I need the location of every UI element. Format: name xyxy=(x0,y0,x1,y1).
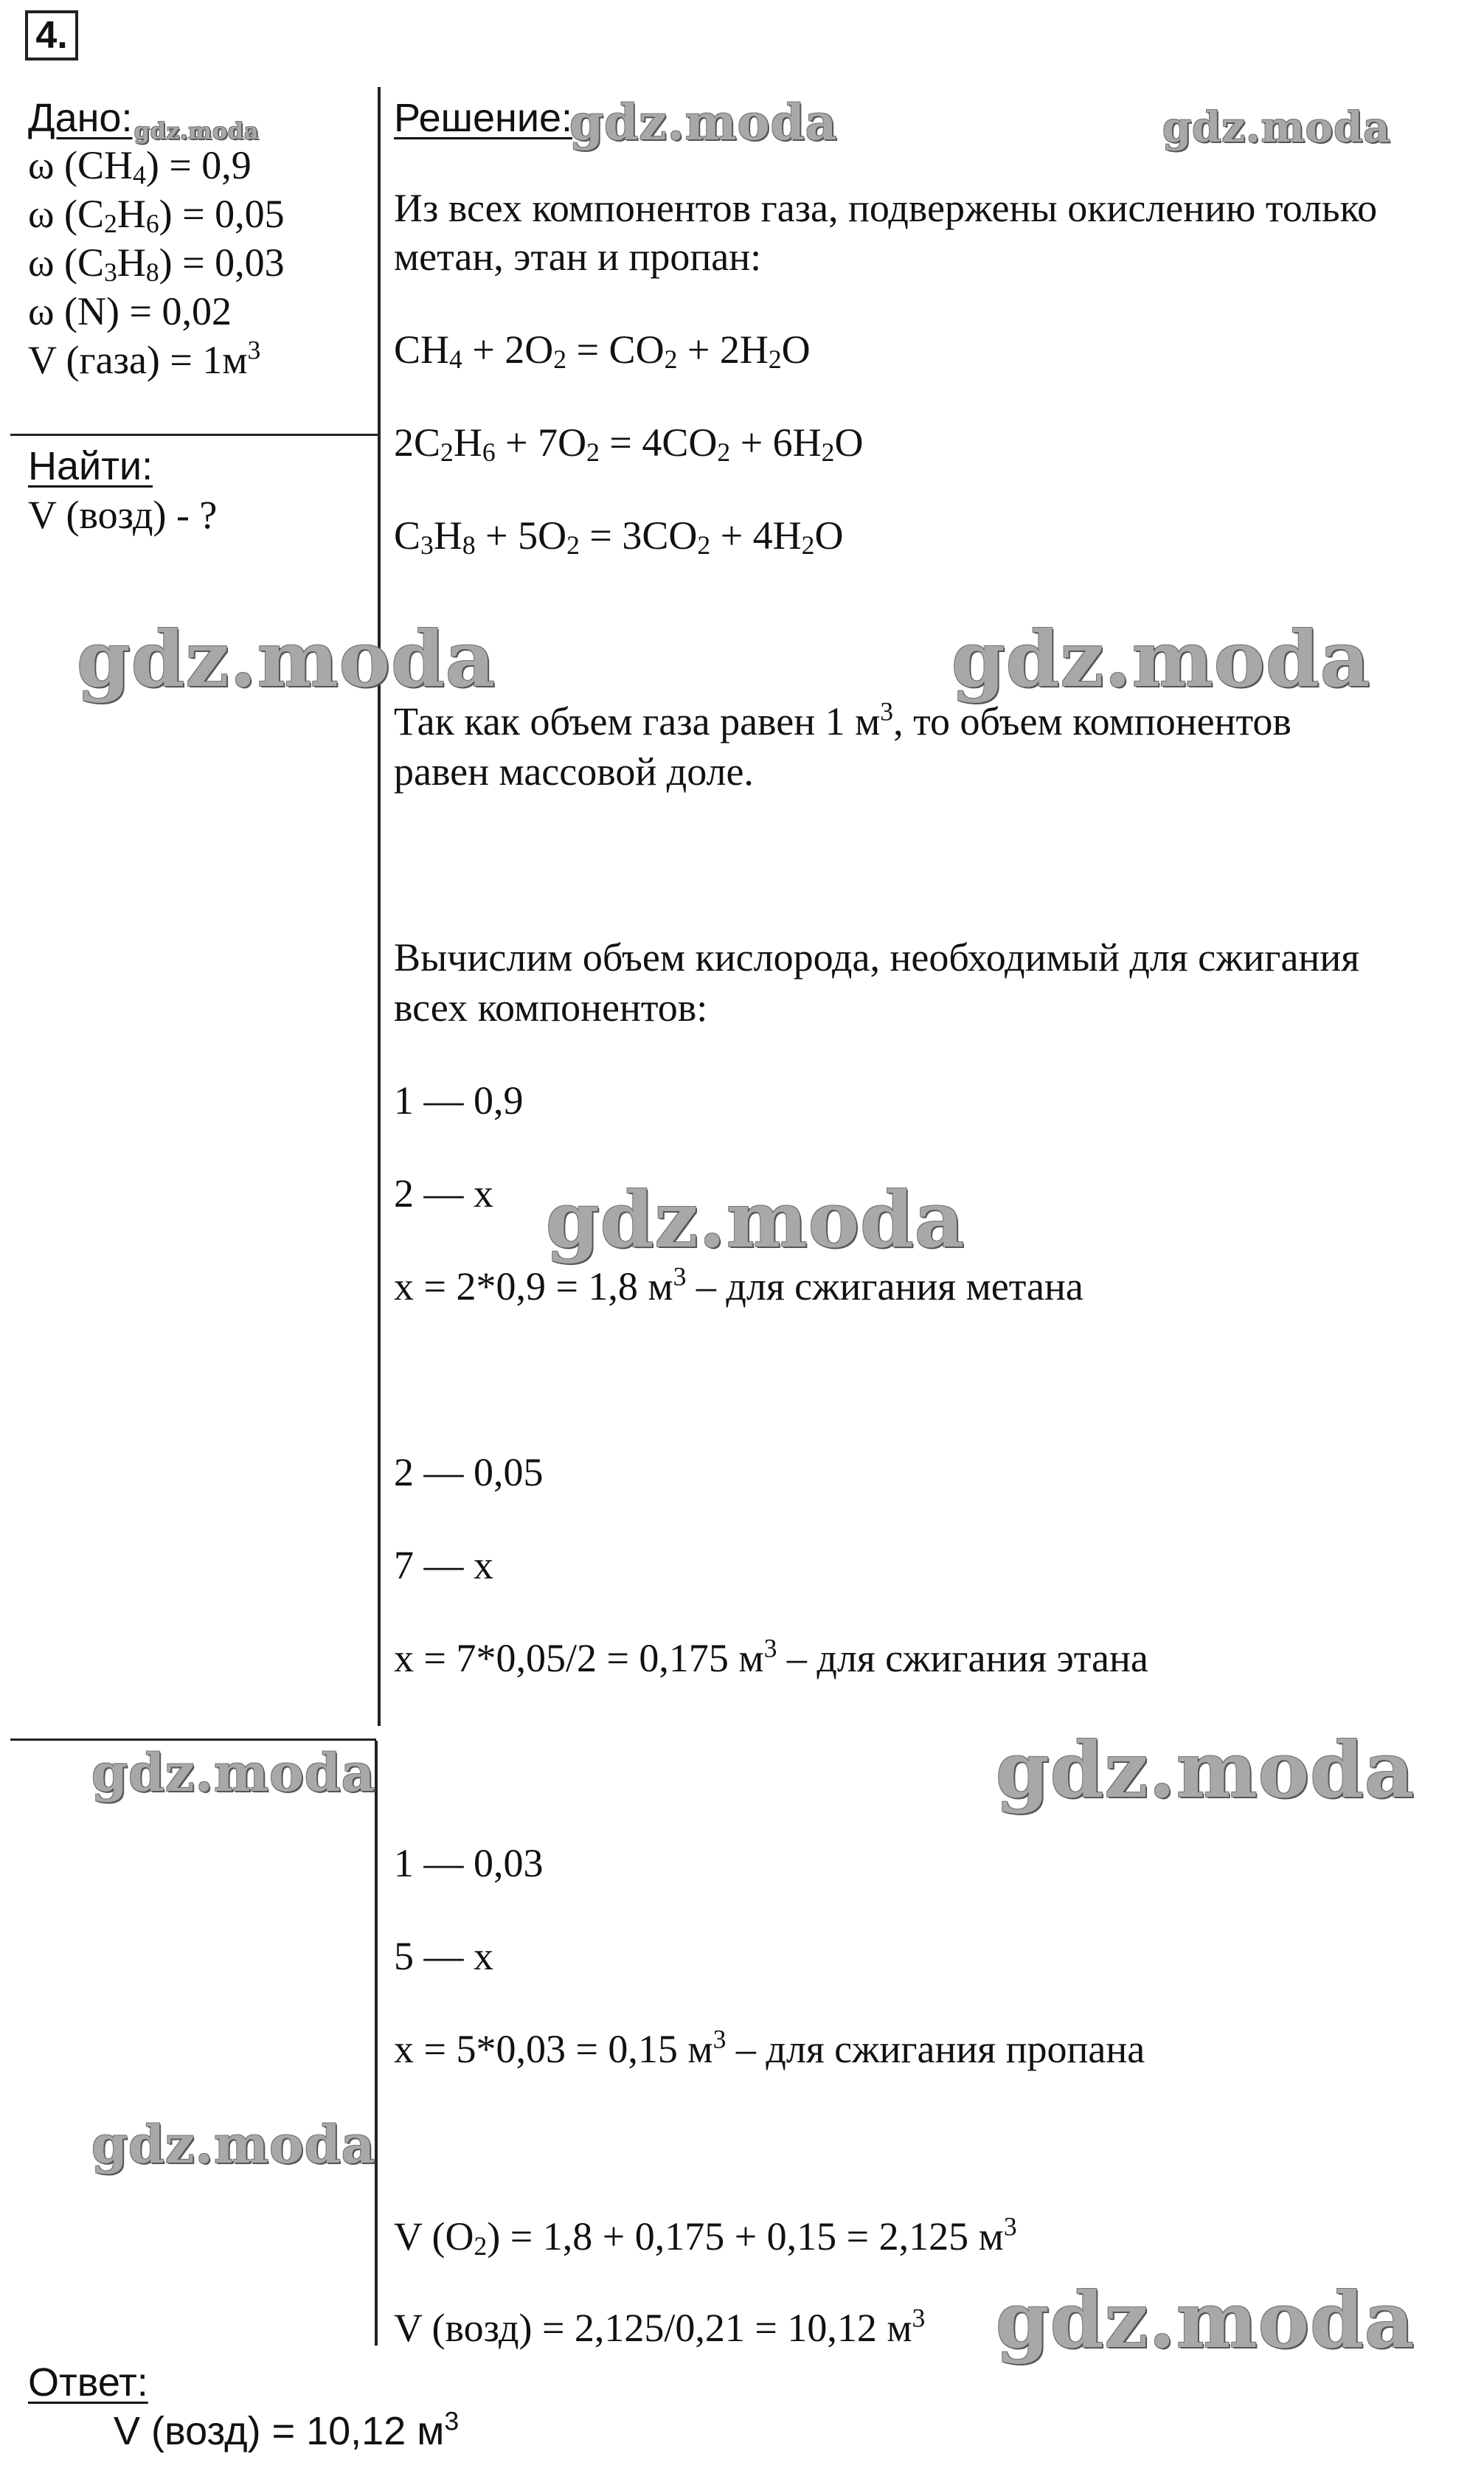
ethane-proportion-2: 7 — x xyxy=(394,1543,493,1587)
oxygen-total: V $(O_2) = 1,8 + 0,175 + 0,15 = 2,125$ $м^3$ xyxy=(394,2211,1017,2261)
calc-intro-line2: всех компонентов: xyxy=(394,985,708,1030)
ethane-proportion-1: 2 — 0,05 xyxy=(394,1450,544,1494)
air-volume-result: V (возд) = 2,125/0,21 = 10,12 $м^3$ xyxy=(394,2303,926,2350)
find-heading: Найти: xyxy=(28,444,153,488)
watermark: gdz.moda xyxy=(1162,103,1391,152)
given-divider xyxy=(10,434,378,436)
solution-heading: Решение: xyxy=(394,96,573,140)
methane-proportion-2: 2 — x xyxy=(394,1171,493,1216)
watermark: gdz.moda xyxy=(569,94,838,151)
watermark: gdz.moda xyxy=(996,2275,1415,2365)
given-line-gas-volume: V (газа) = $1м^3$ xyxy=(28,335,261,382)
section-divider xyxy=(10,1739,376,1741)
solution-intro-line1: Из всех компонентов газа, подвержены окислению только xyxy=(394,186,1378,230)
find-text: V (возд) - ? xyxy=(28,493,218,537)
given-line-propane: ω $(C_3H_8) = 0,03$ xyxy=(28,240,285,288)
answer-text: V (возд) = 10,12 $м^3$ xyxy=(114,2406,460,2453)
given-line-ethane: ω $(C_2H_6) = 0,05$ xyxy=(28,192,285,239)
vertical-divider-bottom xyxy=(375,1741,378,2346)
methane-proportion-1: 1 — 0,9 xyxy=(394,1078,524,1123)
given-heading: Дано: xyxy=(28,96,133,140)
watermark: gdz.moda xyxy=(134,119,260,145)
equation-ethane: $2C_2H_6 + 7O_2 = 4CO_2 + 6H_2O$ xyxy=(394,420,864,468)
propane-oxygen-result: x = 5*0,03 = 0,15 $м^3$ – для сжигания пропана xyxy=(394,2024,1145,2071)
watermark: gdz.moda xyxy=(91,1742,376,1803)
volume-statement-line1: Так как объем газа равен 1 $м^3$, то объем компонентов xyxy=(394,696,1291,743)
methane-oxygen-result: x = 2*0,9 = 1,8 $м^3$ – для сжигания метана xyxy=(394,1261,1083,1308)
watermark: gdz.moda xyxy=(91,2114,376,2175)
equation-methane: $CH_4 + 2O_2 = CO_2 + 2H_2O$ xyxy=(394,327,811,375)
watermark: gdz.moda xyxy=(996,1724,1415,1815)
given-line-methane: ω $(CH_4) = 0,9$ xyxy=(28,143,252,190)
calc-intro-line1: Вычислим объем кислорода, необходимый для сжигания xyxy=(394,935,1360,980)
watermark: gdz.moda xyxy=(546,1174,965,1265)
volume-statement-line2: равен массовой доле. xyxy=(394,749,754,794)
watermark: gdz.moda xyxy=(77,614,496,704)
answer-heading: Ответ: xyxy=(28,2360,148,2405)
problem-number: 4. xyxy=(25,10,78,60)
vertical-divider-top xyxy=(378,87,381,1726)
equation-propane: $C_3H_8 + 5O_2 = 3CO_2 + 4H_2O$ xyxy=(394,513,844,561)
given-line-nitrogen: ω (N) = 0,02 xyxy=(28,289,232,333)
propane-proportion-1: 1 — 0,03 xyxy=(394,1841,544,1885)
ethane-oxygen-result: x = 7*0,05/2 = 0,175 $м^3$ – для сжигания этана xyxy=(394,1633,1148,1680)
solution-intro-line2: метан, этан и пропан: xyxy=(394,235,762,279)
propane-proportion-2: 5 — x xyxy=(394,1934,493,1978)
watermark: gdz.moda xyxy=(951,614,1371,704)
